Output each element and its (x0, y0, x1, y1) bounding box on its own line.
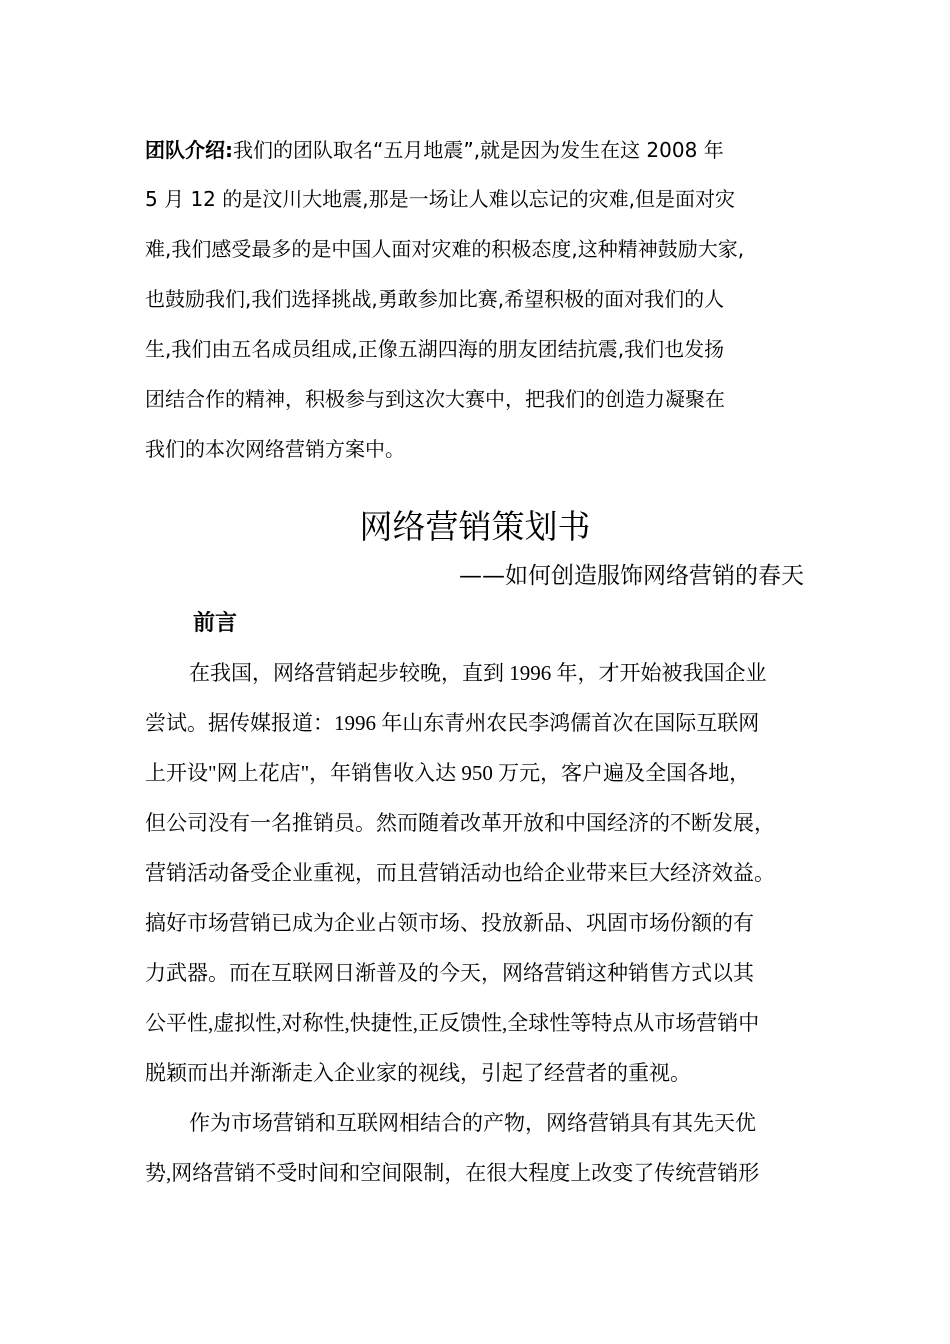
preface-line-8: 公平性,虚拟性,对称性,快捷性,正反馈性,全球性等特点从市场营销中 (145, 1011, 760, 1035)
intro-line-6: 团结合作的精神，积极参与到这次大赛中，把我们的创造力凝聚在 (145, 387, 725, 411)
preface-line-1: 在我国，网络营销起步较晚，直到 1996 年，才开始被我国企业 (189, 661, 767, 685)
document-subtitle: ——如何创造服饰网络营销的春天 (459, 563, 804, 589)
preface-line-2: 尝试。据传媒报道：1996 年山东青州农民李鸿儒首次在国际互联网 (145, 711, 760, 735)
preface-line-10: 作为市场营销和互联网相结合的产物，网络营销具有其先天优 (189, 1111, 756, 1135)
intro-line-1 (145, 135, 724, 165)
preface-line-3: 上开设"网上花店"，年销售收入达 950 万元，客户遍及全国各地， (145, 761, 751, 785)
preface-line-5: 营销活动备受企业重视，而且营销活动也给企业带来巨大经济效益。 (145, 861, 775, 885)
intro-line-2: 5 月 12 的是汶川大地震,那是一场让人难以忘记的灾难,但是面对灾 (145, 187, 735, 211)
intro-line-5: 生,我们由五名成员组成,正像五湖四海的朋友团结抗震,我们也发扬 (145, 337, 725, 361)
intro-label: 团队介绍: (145, 138, 233, 162)
section-heading-preface: 前言 (193, 611, 238, 636)
preface-line-6: 搞好市场营销已成为企业占领市场、投放新品、巩固市场份额的有 (145, 911, 754, 935)
intro-line-7: 我们的本次网络营销方案中。 (145, 437, 405, 461)
preface-line-9: 脱颖而出并渐渐走入企业家的视线，引起了经营者的重视。 (145, 1061, 691, 1085)
intro-text: 我们的团队取名“五月地震”,就是因为发生在这 2008 年 (233, 138, 724, 162)
document-title: 网络营销策划书 (359, 507, 591, 546)
preface-line-7: 力武器。而在互联网日渐普及的今天，网络营销这种销售方式以其 (145, 961, 754, 985)
intro-line-3: 难,我们感受最多的是中国人面对灾难的积极态度,这种精神鼓励大家, (145, 237, 745, 261)
intro-line-4: 也鼓励我们,我们选择挑战,勇敢参加比赛,希望积极的面对我们的人 (145, 287, 725, 311)
preface-line-11: 势,网络营销不受时间和空间限制，在很大程度上改变了传统营销形 (145, 1161, 760, 1185)
preface-line-4: 但公司没有一名推销员。然而随着改革开放和中国经济的不断发展， (145, 811, 775, 835)
